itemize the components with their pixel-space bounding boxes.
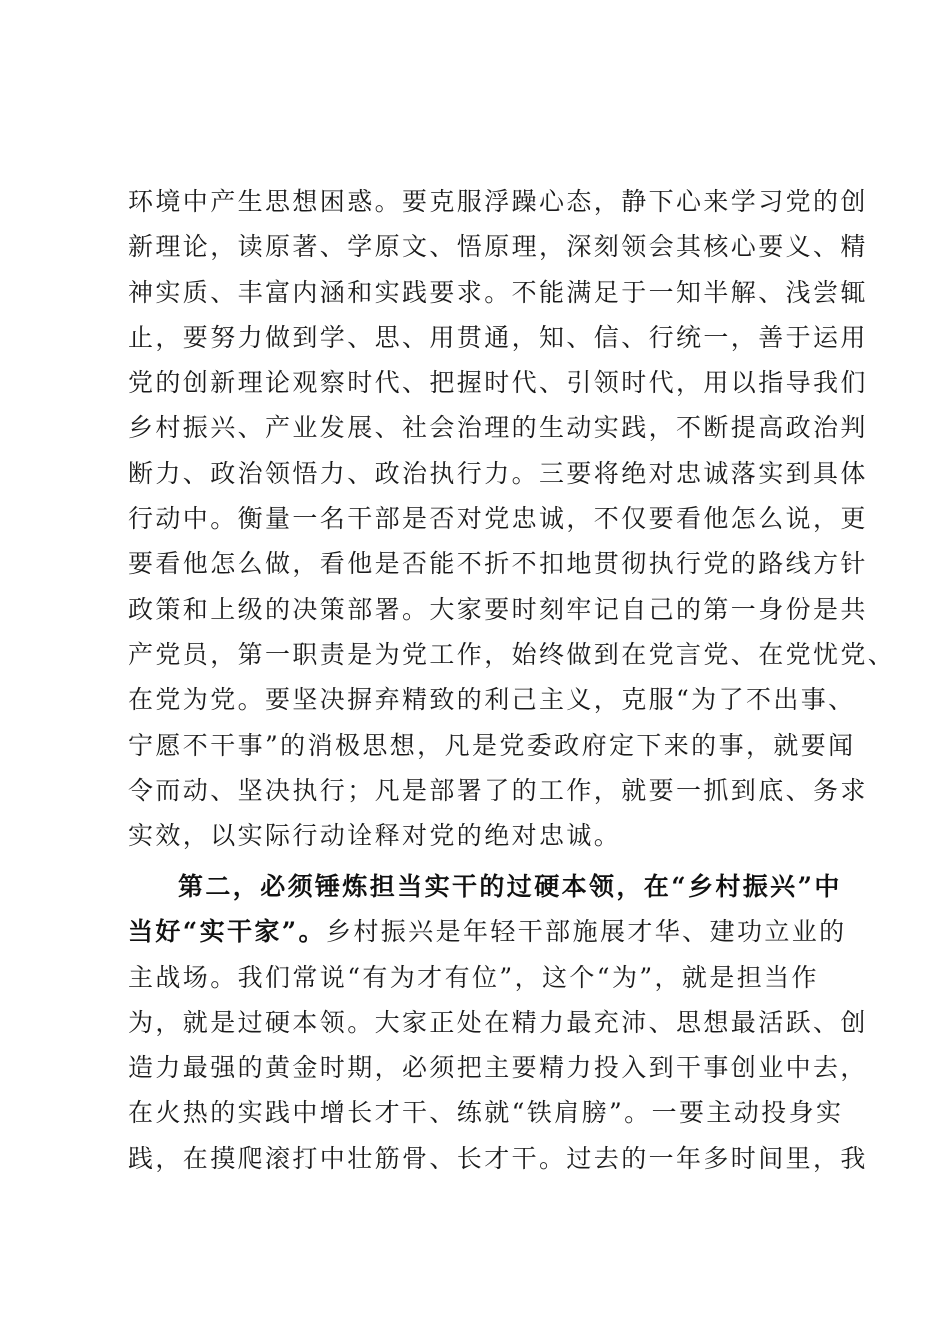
text-line: 为，就是过硬本领。大家正处在精力最充沛、思想最活跃、创 [128,1007,868,1037]
text-line: 新理论，读原著、学原文、悟原理，深刻领会其核心要义、精 [128,232,868,262]
section-heading-end: 当好“实干家”。 [128,917,326,947]
text-line: 在火热的实践中增长才干、练就“铁肩膀”。一要主动投身实 [128,1098,844,1128]
text-line: 断力、政治领悟力、政治执行力。三要将绝对忠诚落实到具体 [128,458,868,488]
text-line: 造力最强的黄金时期，必须把主要精力投入到干事创业中去， [128,1053,868,1083]
text-line: 实效，以实际行动诠释对党的绝对忠诚。 [128,821,622,851]
text-line: 行动中。衡量一名干部是否对党忠诚，不仅要看他怎么说，更 [128,504,868,534]
paragraph-1 [128,179,896,858]
text-line: 令而动、坚决执行；凡是部署了的工作，就要一抓到底、务求 [128,775,868,805]
text-line-mixed [128,909,847,954]
text-line: 要看他怎么做，看他是否能不折不扣地贯彻执行党的路线方针 [128,549,868,579]
section-heading-line: 第二，必须锤炼担当实干的过硬本领，在“乡村振兴”中 [178,872,842,901]
paragraph-2 [128,864,868,1181]
text-line: 神实质、丰富内涵和实践要求。不能满足于一知半解、浅尝辄 [128,277,868,307]
text-segment: 乡村振兴是年轻干部施展才华、建功立业的 [325,917,847,947]
text-line: 乡村振兴、产业发展、社会治理的生动实践，不断提高政治判 [128,413,868,443]
text-line: 在党为党。要坚决摒弃精致的利己主义，克服“为了不出事、 [128,685,856,715]
text-line: 政策和上级的决策部署。大家要时刻牢记自己的第一身份是共 [128,594,868,624]
text-line: 环境中产生思想困惑。要克服浮躁心态，静下心来学习党的创 [128,187,868,216]
text-line: 践，在摸爬滚打中壮筋骨、长才干。过去的一年多时间里，我 [128,1143,868,1173]
text-line: 止，要努力做到学、思、用贯通，知、信、行统一，善于运用 [128,322,868,352]
text-line: 宁愿不干事”的消极思想，凡是党委政府定下来的事，就要闻 [128,730,856,760]
text-line: 产党员，第一职责是为党工作，始终做到在党言党、在党忧党、 [128,639,896,669]
text-line: 党的创新理论观察时代、把握时代、引领时代，用以指导我们 [128,368,868,398]
text-line: 主战场。我们常说“有为才有位”，这个“为”，就是担当作 [128,962,819,992]
